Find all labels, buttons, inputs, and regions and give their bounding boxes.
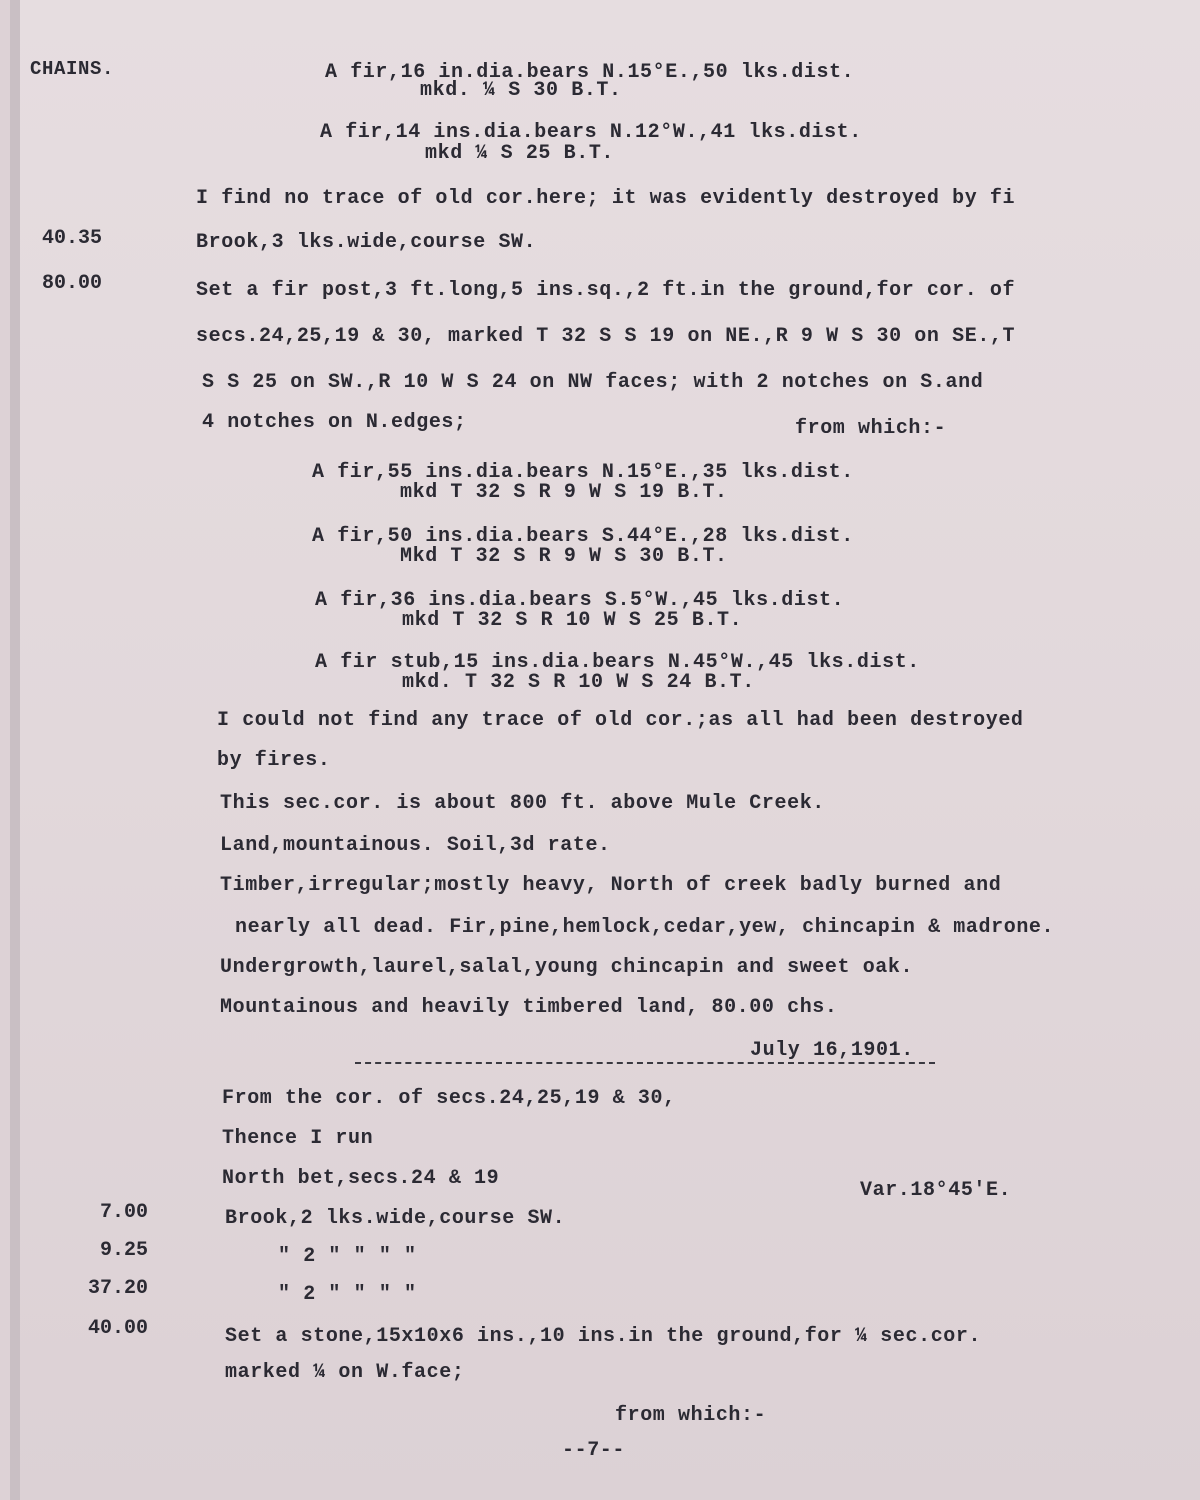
bearing-tree-2-line-1: A fir,14 ins.dia.bears N.12°W.,41 lks.dist. bbox=[320, 121, 862, 144]
tree-3-line-2: mkd T 32 S R 10 W S 25 B.T. bbox=[402, 609, 743, 632]
stone-corner-line-1: Set a stone,15x10x6 ins.,10 ins.in the ground,for ¼ sec.cor. bbox=[225, 1325, 982, 1348]
tree-1-line-1: A fir,55 ins.dia.bears N.15°E.,35 lks.dist. bbox=[312, 461, 854, 484]
chain-40-00: 40.00 bbox=[88, 1317, 149, 1340]
thence-line: Thence I run bbox=[222, 1127, 374, 1150]
variation: Var.18°45'E. bbox=[860, 1179, 1012, 1202]
note-not-found-1: I could not find any trace of old cor.;as all had been destroyed bbox=[217, 709, 1024, 732]
ditto-row-2: " 2 " " " " bbox=[278, 1283, 417, 1306]
note-not-found-2: by fires. bbox=[217, 749, 331, 772]
chain-7-00: 7.00 bbox=[100, 1201, 149, 1224]
stone-corner-line-2: marked ¼ on W.face; bbox=[225, 1361, 465, 1384]
note-timber-1: Timber,irregular;mostly heavy, North of creek badly burned and bbox=[220, 874, 1002, 897]
from-which-2: from which:- bbox=[615, 1404, 767, 1427]
page-edge bbox=[10, 0, 20, 1500]
from-corner-line: From the cor. of secs.24,25,19 & 30, bbox=[222, 1087, 676, 1110]
chain-40-35: 40.35 bbox=[42, 227, 103, 250]
note-timber-2: nearly all dead. Fir,pine,hemlock,cedar,yew, chincapin & madrone. bbox=[235, 916, 1055, 939]
chain-9-25: 9.25 bbox=[100, 1239, 149, 1262]
note-undergrowth: Undergrowth,laurel,salal,young chincapin and sweet oak. bbox=[220, 956, 914, 979]
corner-post-line-4: 4 notches on N.edges; bbox=[202, 411, 467, 434]
from-which-1: from which:- bbox=[795, 417, 947, 440]
tree-3-line-1: A fir,36 ins.dia.bears S.5°W.,45 lks.dist. bbox=[315, 589, 845, 612]
chain-80-00: 80.00 bbox=[42, 272, 103, 295]
bearing-tree-1-line-1: A fir,16 in.dia.bears N.15°E.,50 lks.dist. bbox=[325, 61, 855, 84]
tree-4-line-2: mkd. T 32 S R 10 W S 24 B.T. bbox=[402, 671, 755, 694]
tree-4-line-1: A fir stub,15 ins.dia.bears N.45°W.,45 lks.dist. bbox=[315, 651, 920, 674]
tree-2-line-1: A fir,50 ins.dia.bears S.44°E.,28 lks.dist. bbox=[312, 525, 854, 548]
note-no-trace: I find no trace of old cor.here; it was evidently destroyed by fi bbox=[196, 187, 1016, 210]
bearing-tree-1-line-2: mkd. ¼ S 30 B.T. bbox=[420, 79, 622, 102]
document-page bbox=[10, 0, 1200, 1500]
north-between-line: North bet,secs.24 & 19 bbox=[222, 1167, 500, 1190]
chains-column-header: CHAINS. bbox=[30, 58, 115, 80]
note-land: Land,mountainous. Soil,3d rate. bbox=[220, 834, 611, 857]
ditto-row-1: " 2 " " " " bbox=[278, 1245, 417, 1268]
brook-entry-1: Brook,3 lks.wide,course SW. bbox=[196, 231, 537, 254]
bearing-tree-2-line-2: mkd ¼ S 25 B.T. bbox=[425, 142, 615, 165]
section-divider bbox=[355, 1062, 935, 1064]
survey-date: July 16,1901. bbox=[750, 1039, 914, 1062]
tree-2-line-2: Mkd T 32 S R 9 W S 30 B.T. bbox=[400, 545, 728, 568]
tree-1-line-2: mkd T 32 S R 9 W S 19 B.T. bbox=[400, 481, 728, 504]
corner-post-line-3: S S 25 on SW.,R 10 W S 24 on NW faces; with 2 notches on S.and bbox=[202, 371, 984, 394]
brook-entry-2: Brook,2 lks.wide,course SW. bbox=[225, 1207, 566, 1230]
corner-post-line-2: secs.24,25,19 & 30, marked T 32 S S 19 on NE.,R 9 W S 30 on SE.,T bbox=[196, 325, 1016, 348]
note-summary: Mountainous and heavily timbered land, 80.00 chs. bbox=[220, 996, 838, 1019]
note-elevation: This sec.cor. is about 800 ft. above Mule Creek. bbox=[220, 792, 825, 815]
page-number: --7-- bbox=[562, 1439, 626, 1462]
chain-37-20: 37.20 bbox=[88, 1277, 149, 1300]
corner-post-line-1: Set a fir post,3 ft.long,5 ins.sq.,2 ft.in the ground,for cor. of bbox=[196, 279, 1016, 302]
